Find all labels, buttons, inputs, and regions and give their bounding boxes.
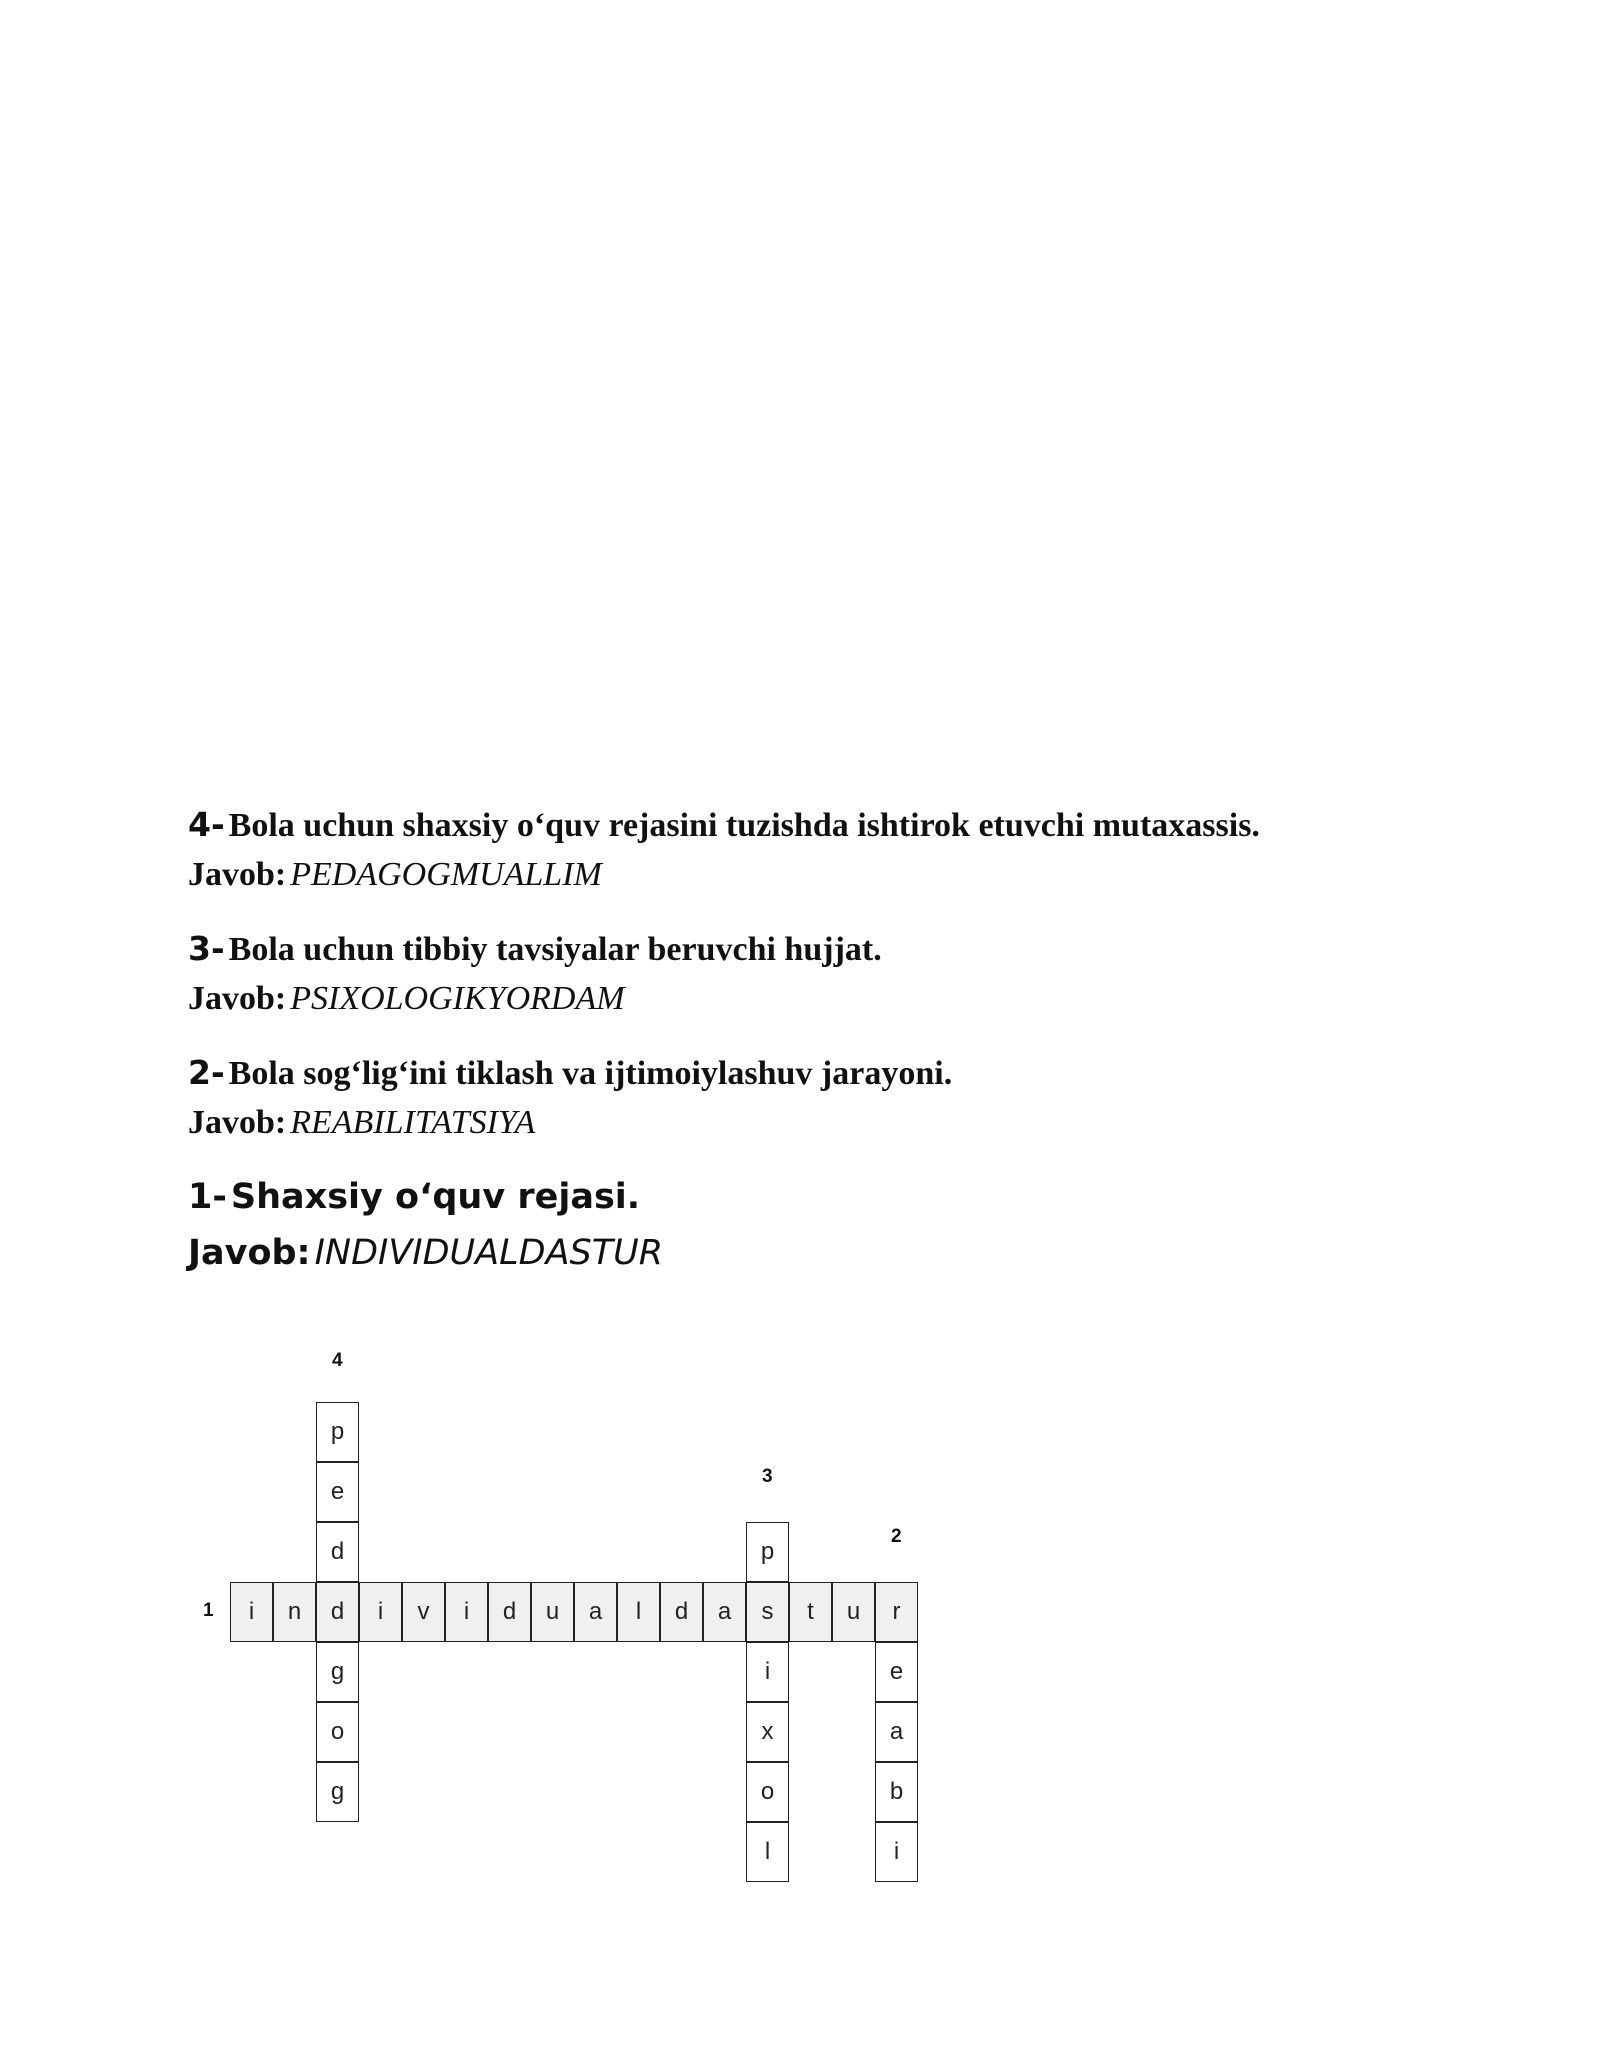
question-number: 3- <box>188 929 225 968</box>
crossword-cell-across-1: i <box>230 1582 273 1642</box>
crossword-cell-across-1: l <box>617 1582 660 1642</box>
answer-value: PEDAGOGMUALLIM <box>290 856 602 893</box>
crossword-cell-down-4: e <box>316 1462 359 1522</box>
crossword-cell-down-2: a <box>875 1702 918 1762</box>
question-text: Bola uchun shaxsiy o‘quv rejasini tuzishda ishtirok etuvchi mutaxassis. <box>228 807 1260 844</box>
crossword-cell-down-2: b <box>875 1762 918 1822</box>
crossword-cell-down-2: i <box>875 1822 918 1882</box>
clue-number-2: 2 <box>891 1526 902 1547</box>
clue-number-4: 4 <box>332 1350 343 1371</box>
crossword-cell-down-4: o <box>316 1702 359 1762</box>
question-4 <box>188 805 1260 844</box>
crossword-cell-across-1: d <box>316 1582 359 1642</box>
question-number: 4- <box>188 805 225 844</box>
crossword-cell-across-1: i <box>445 1582 488 1642</box>
crossword-cell-across-1: a <box>703 1582 746 1642</box>
crossword-cell-across-1: v <box>402 1582 445 1642</box>
crossword-cell-across-1: u <box>531 1582 574 1642</box>
question-text: Bola sog‘lig‘ini tiklash va ijtimoiylashuv jarayoni. <box>228 1055 953 1092</box>
question-text: Shaxsiy o‘quv rejasi. <box>230 1177 641 1217</box>
question-2 <box>188 1053 953 1092</box>
crossword-cell-down-2: e <box>875 1642 918 1702</box>
answer-3 <box>188 982 625 1016</box>
answer-value: INDIVIDUALDASTUR <box>314 1233 664 1273</box>
crossword-cell-across-1: t <box>789 1582 832 1642</box>
answer-label: Javob: <box>188 856 287 893</box>
question-number: 1- <box>188 1177 227 1217</box>
question-text: Bola uchun tibbiy tavsiyalar beruvchi hujjat. <box>228 931 882 968</box>
crossword-cell-down-3: p <box>746 1522 789 1582</box>
crossword-cell-across-1: u <box>832 1582 875 1642</box>
clue-number-3: 3 <box>762 1466 773 1487</box>
crossword-cell-across-1: d <box>488 1582 531 1642</box>
question-1 <box>188 1177 641 1217</box>
crossword-cell-down-4: p <box>316 1402 359 1462</box>
question-3 <box>188 929 882 968</box>
crossword-cell-down-4: g <box>316 1642 359 1702</box>
crossword-cell-down-4: d <box>316 1522 359 1582</box>
crossword-cell-down-3: o <box>746 1762 789 1822</box>
answer-2 <box>188 1106 535 1140</box>
crossword-cell-down-3: x <box>746 1702 789 1762</box>
answer-value: PSIXOLOGIKYORDAM <box>290 980 625 1017</box>
crossword-cell-across-1: a <box>574 1582 617 1642</box>
answer-label: Javob: <box>188 980 287 1017</box>
answer-4 <box>188 858 602 892</box>
answer-1 <box>188 1233 664 1273</box>
answer-value: REABILITATSIYA <box>290 1104 536 1141</box>
crossword-cell-across-1: r <box>875 1582 918 1642</box>
crossword-cell-across-1: i <box>359 1582 402 1642</box>
crossword-cell-across-1: s <box>746 1582 789 1642</box>
crossword-cell-across-1: d <box>660 1582 703 1642</box>
answer-label: Javob: <box>188 1104 287 1141</box>
question-number: 2- <box>188 1053 225 1092</box>
crossword-cell-across-1: n <box>273 1582 316 1642</box>
crossword-cell-down-3: i <box>746 1642 789 1702</box>
crossword-cell-down-4: g <box>316 1762 359 1822</box>
crossword-cell-down-3: l <box>746 1822 789 1882</box>
answer-label: Javob: <box>188 1233 311 1273</box>
clue-number-1: 1 <box>203 1600 214 1621</box>
